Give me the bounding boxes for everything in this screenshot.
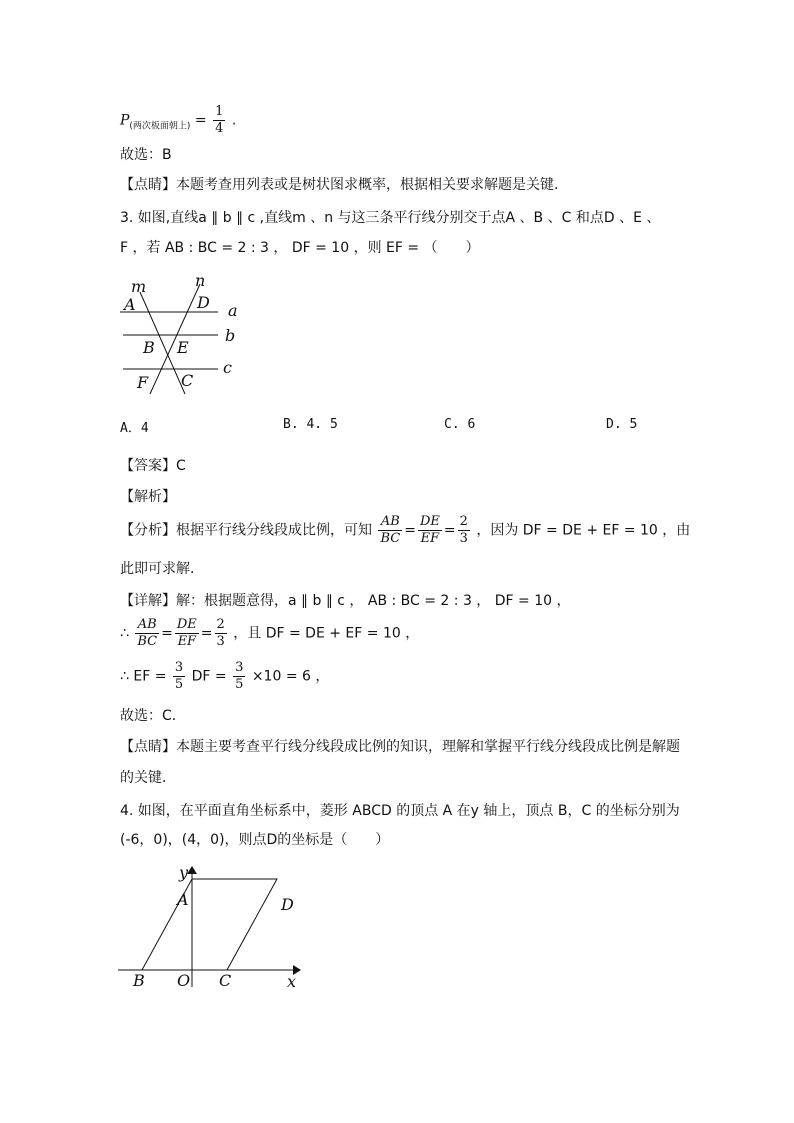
answer-prev: 故选：B <box>120 147 172 163</box>
analysis-suffix: ，因为 DF = DE + EF = 10 ，由 <box>476 522 691 539</box>
label-C: C <box>181 371 194 390</box>
fraction-de-ef <box>418 514 442 547</box>
therefore-symbol: ∴ <box>120 625 129 642</box>
tip-q3-line2: 的关键． <box>120 770 176 786</box>
fraction-denominator: 3 <box>459 531 468 546</box>
fraction-denominator: EF <box>420 531 440 546</box>
fraction-denominator: BC <box>380 531 401 546</box>
equals-sign: = <box>194 112 207 129</box>
label-c: c <box>223 358 232 377</box>
label-D: D <box>281 895 294 914</box>
fraction-denominator: EF <box>177 634 197 649</box>
fraction-numerator: 2 <box>459 514 468 529</box>
detail-line3 <box>120 660 329 693</box>
label-A: A <box>177 890 189 909</box>
detail-line1: 【详解】解：根据题意得，a ∥ b ∥ c ， AB : BC = 2 : 3 ， DF = 10 ， <box>120 593 571 609</box>
fraction-two-thirds <box>458 514 470 547</box>
fraction-ab-bc <box>378 514 402 547</box>
fraction-numerator: 2 <box>216 617 225 632</box>
fraction-denominator: BC <box>137 634 158 649</box>
detail-line2-suffix: ，且 DF = DE + EF = 10 ， <box>233 625 420 642</box>
fraction-three-fifths <box>173 660 185 693</box>
q3-option-a: A．4 <box>120 421 149 436</box>
label-n: n <box>195 272 206 290</box>
fraction-denominator: 3 <box>216 634 225 649</box>
fraction-numerator: DE <box>176 617 197 632</box>
label-B: B <box>133 971 145 990</box>
q3-line1: 3. 如图,直线a ∥ b ∥ c ,直线m 、n 与这三条平行线分别交于点A 、B 、C 和点D 、E 、 <box>120 210 661 226</box>
analysis-label: 【解析】 <box>120 489 176 505</box>
analysis-line1: 【分析】根据平行线分线段成比例，可知 $\frac{AB}{BC}$ = $\frac{DE}{EF}$ = $\frac{2}{3}$ ，因为 DF = DE + EF = 10 ，由 <box>120 514 691 546</box>
analysis-prefix: 【分析】根据平行线分线段成比例，可知 <box>120 522 372 539</box>
fraction-numerator: 1 <box>215 104 224 119</box>
detail-line3-suffix: ×10 = 6 ， <box>251 668 330 685</box>
label-m: m <box>131 277 147 296</box>
tip-prev: 【点睛】本题考查用列表或是树状图求概率，根据相关要求解题是关键． <box>120 177 568 193</box>
q3-line2: F ，若 AB : BC = 2 : 3 ， DF = 10 ，则 EF = （ ） <box>120 240 480 256</box>
fraction-two-thirds <box>215 617 227 650</box>
detail-line2: ∴ $\frac{AB}{BC}$ = $\frac{DE}{EF}$ = $\frac{2}{3}$ ，且 DF = DE + EF = 10 ， <box>120 617 420 649</box>
q4-line1: 4. 如图，在平面直角坐标系中，菱形 ABCD 的顶点 A 在y 轴上，顶点 B，C 的坐标分别为 <box>120 803 680 819</box>
q3-option-b: B. 4. 5 <box>283 417 338 432</box>
answer-q3: 故选：C． <box>120 708 186 724</box>
fraction-denominator: 4 <box>215 121 224 136</box>
label-B: B <box>143 338 155 357</box>
period: . <box>231 112 237 129</box>
fraction-ab-bc <box>135 617 159 650</box>
detail-line3-mid: DF = <box>191 668 227 685</box>
detail-line3-prefix: ∴ EF = <box>120 668 167 685</box>
fraction-de-ef <box>175 617 199 650</box>
fraction-denominator: 5 <box>235 677 244 692</box>
answer-label: 【答案】C <box>120 458 186 474</box>
q3-option-c: C. 6 <box>444 417 476 432</box>
p-subscript: (两次板面朝上) <box>129 121 191 132</box>
fraction-denominator: 5 <box>174 677 184 692</box>
p-letter: P <box>120 112 130 129</box>
label-E: E <box>177 338 189 357</box>
fraction-three-fifths <box>233 660 245 693</box>
q4-line2: (-6，0)，(4，0)，则点D的坐标是（ ） <box>120 832 390 848</box>
probability-result <box>120 104 236 137</box>
fraction-numerator: AB <box>135 617 159 634</box>
analysis-line2: 此即可求解． <box>120 561 204 577</box>
label-b: b <box>225 326 236 345</box>
label-C: C <box>219 971 232 990</box>
q4-figure <box>115 862 315 992</box>
label-a: a <box>228 301 238 320</box>
fraction-numerator: 3 <box>235 660 244 675</box>
fraction-numerator: DE <box>419 514 440 529</box>
tip-q3-line1: 【点睛】本题主要考查平行线分线段成比例的知识，理解和掌握平行线分线段成比例是解题 <box>120 739 680 755</box>
label-D: D <box>197 293 210 312</box>
label-A: A <box>124 295 136 314</box>
fraction-numerator: 3 <box>174 660 184 675</box>
fraction-one-quarter <box>213 104 225 137</box>
label-x: x <box>287 972 297 991</box>
label-F: F <box>137 373 149 392</box>
q3-figure <box>115 272 255 402</box>
label-y: y <box>179 863 189 882</box>
q3-option-d: D. 5 <box>606 417 638 432</box>
fraction-numerator: AB <box>378 514 402 531</box>
label-O: O <box>177 971 191 990</box>
